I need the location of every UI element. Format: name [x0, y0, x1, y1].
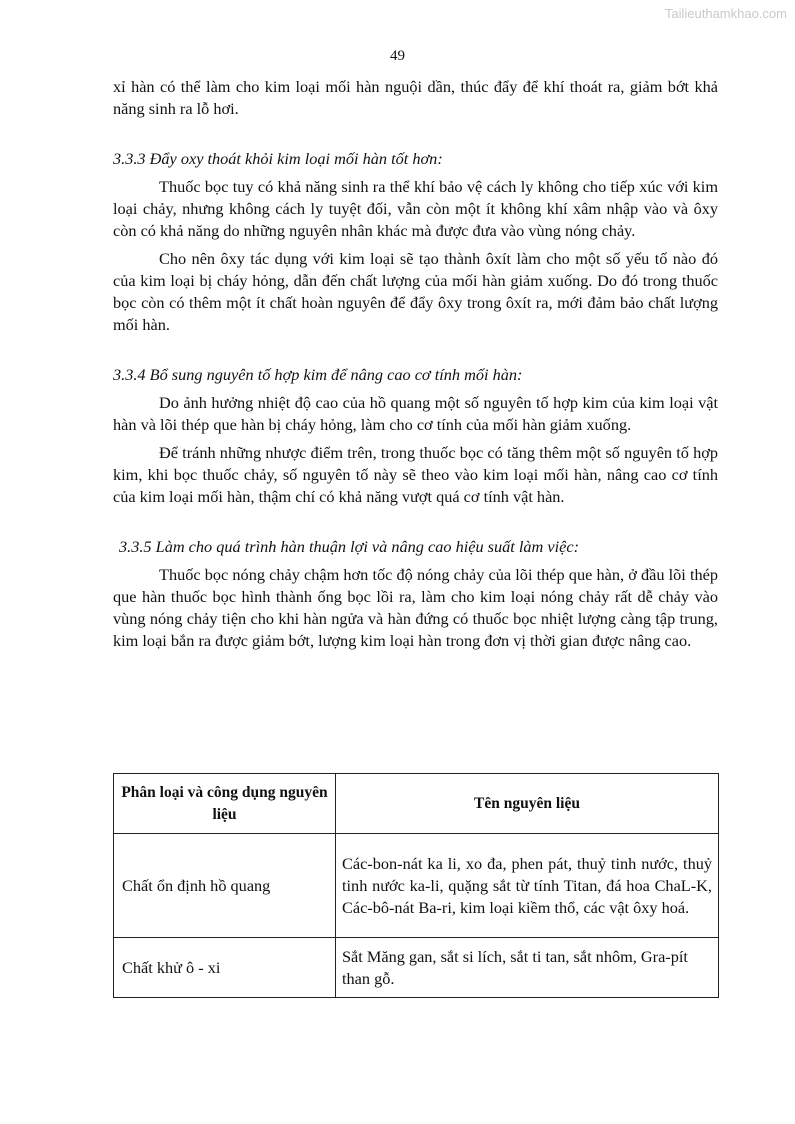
paragraph-3-3-4-1: Do ảnh hưởng nhiệt độ cao của hồ quang một số nguyên tố hợp kim của kim loại vật hàn và lõi thép que hàn bị cháy hỏng, làm cho cơ tính của mối hàn giảm xuống.	[113, 393, 718, 434]
materials-table	[113, 773, 719, 998]
intro-paragraph: xỉ hàn có thể làm cho kim loại mối hàn nguội dần, thúc đẩy để khí thoát ra, giảm bớt khả năng sinh ra lỗ hơi.	[113, 77, 718, 118]
table-header-materials: Tên nguyên liệu	[336, 774, 719, 834]
section-heading-3-3-4: 3.3.4 Bổ sung nguyên tố hợp kim để nâng cao cơ tính mối hàn:	[113, 365, 523, 384]
paragraph-3-3-3-1: Thuốc bọc tuy có khả năng sinh ra thể khí bảo vệ cách ly không cho tiếp xúc với kim loại chảy, nhưng không cách ly tuyệt đối, vẫn còn một ít không khí xâm nhập vào và ôxy còn có khả năng do những nguyên nhân khác mà được đưa vào vùng nóng chảy.	[113, 177, 718, 240]
paragraph-3-3-4-2: Để tránh những nhược điểm trên, trong thuốc bọc có tăng thêm một số nguyên tố hợp kim, khi bọc thuốc chảy, số nguyên tố này sẽ theo vào kim loại mối hàn, nâng cao cơ tính của kim loại mối hàn, thậm chí có khả năng vượt quá cơ tính vật hàn.	[113, 443, 718, 506]
watermark: Tailieuthamkhao.com	[664, 6, 787, 21]
section-heading-3-3-5: 3.3.5 Làm cho quá trình hàn thuận lợi và nâng cao hiệu suất làm việc:	[119, 537, 579, 556]
document-body	[113, 76, 718, 652]
table-cell-materials: Các-bon-nát ka li, xo đa, phen pát, thuỷ tinh nước, thuỷ tinh nước ka-li, quặng sắt từ tính Titan, đá hoa ChaL-K, Các-bô-nát Ba-ri, kim loại kiềm thổ, các vật ôxy hoá.	[336, 834, 719, 938]
table-cell-category: Chất khử ô - xi	[114, 938, 336, 998]
table-cell-category: Chất ổn định hồ quang	[114, 834, 336, 938]
table-header-category: Phân loại và công dụng nguyên liệu	[114, 774, 336, 834]
table-cell-materials: Sắt Măng gan, sắt si lích, sắt ti tan, sắt nhôm, Gra-pít than gỗ.	[336, 938, 719, 998]
section-heading-3-3-3: 3.3.3 Đẩy oxy thoát khỏi kim loại mối hàn tốt hơn:	[113, 149, 443, 168]
table-row	[114, 834, 719, 938]
page-number: 49	[390, 48, 405, 64]
table-row	[114, 938, 719, 998]
table-header-row	[114, 774, 719, 834]
paragraph-3-3-5-1: Thuốc bọc nóng chảy chậm hơn tốc độ nóng chảy của lõi thép que hàn, ở đầu lõi thép que hàn thuốc bọc hình thành ống bọc lồi ra, làm cho kim loại nóng chảy rất dễ chảy vào vùng nóng chảy tiện cho khi hàn ngửa và hàn đứng có thuốc bọc nhiệt lượng càng tập trung, kim loại bắn ra được giảm bớt, lượng kim loại hàn trong đơn vị thời gian được nâng cao.	[113, 565, 718, 650]
paragraph-3-3-3-2: Cho nên ôxy tác dụng với kim loại sẽ tạo thành ôxít làm cho một số yếu tố nào đó của kim loại bị cháy hỏng, dẫn đến chất lượng của mối hàn giảm xuống. Do đó trong thuốc bọc còn có thêm một ít chất hoàn nguyên để đẩy ôxy trong ôxít ra, mới đảm bảo chất lượng mối hàn.	[113, 249, 718, 334]
